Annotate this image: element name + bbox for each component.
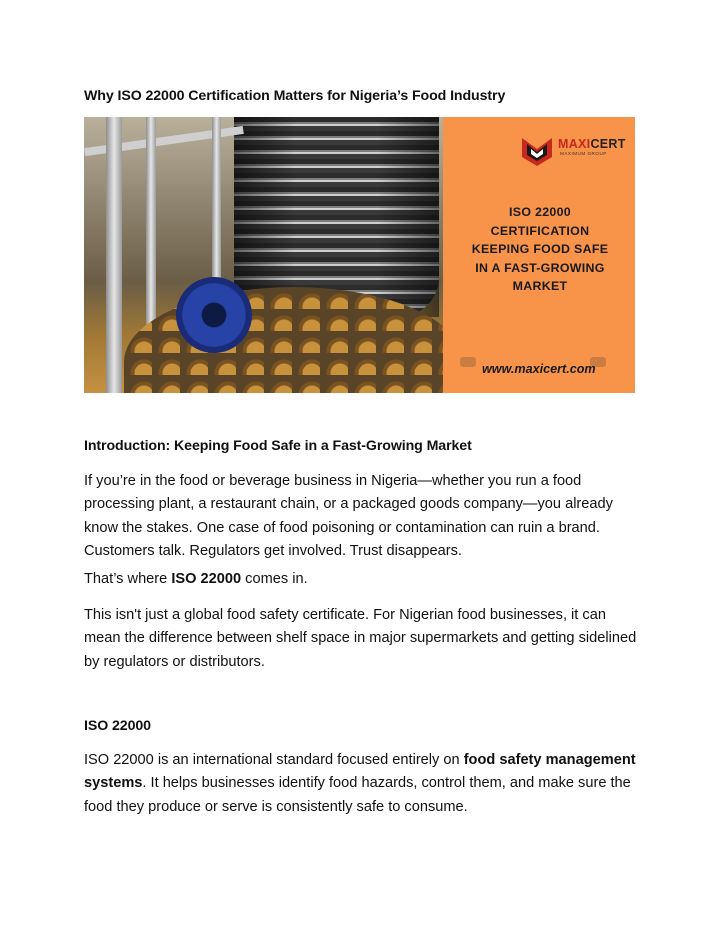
intro-paragraph: If you’re in the food or beverage business in Nigeria—whether you run a food processing plant, a restaurant chain, or a packaged goods company—you already know the stakes. One case of food poisoning or contamination can ruin a brand. Customers talk. Regulators get involved. Trust disappears. [84,473,613,559]
maxicert-logo-icon [518,135,556,167]
factory-photo [84,117,443,393]
shelf-space-paragraph: This isn't just a global food safety certificate. For Nigerian food businesses, it can mean the difference between shelf space in major supermarkets and getting sidelined by regulators or distributors. [84,607,637,670]
brand-subtitle: MAXIMUM GROUP [560,151,607,156]
bread-conveyor [124,287,443,393]
intro-heading: Introduction: Keeping Food Safe in a Fast-Growing Market [84,438,472,454]
brand-name: MAXICERT [558,137,626,151]
iso-definition-paragraph: ISO 22000 is an international standard focused entirely on food safety management systems. It helps businesses identify food hazards, control them, and make sure the food they produce or serve is consistently safe to consume. [84,752,636,815]
document-title: Why ISO 22000 Certification Matters for Nigeria’s Food Industry [84,88,506,104]
banner-headline: ISO 22000 CERTIFICATION KEEPING FOOD SAFE IN A FAST-GROWING MARKET [471,205,609,294]
iso-intro-line: That’s where ISO 22000 comes in. [84,571,308,587]
steel-frame [106,117,122,393]
banner-url: www.maxicert.com [482,362,596,376]
banner-image [84,117,635,393]
blue-fan [176,277,252,353]
iso-heading: ISO 22000 [84,718,151,734]
